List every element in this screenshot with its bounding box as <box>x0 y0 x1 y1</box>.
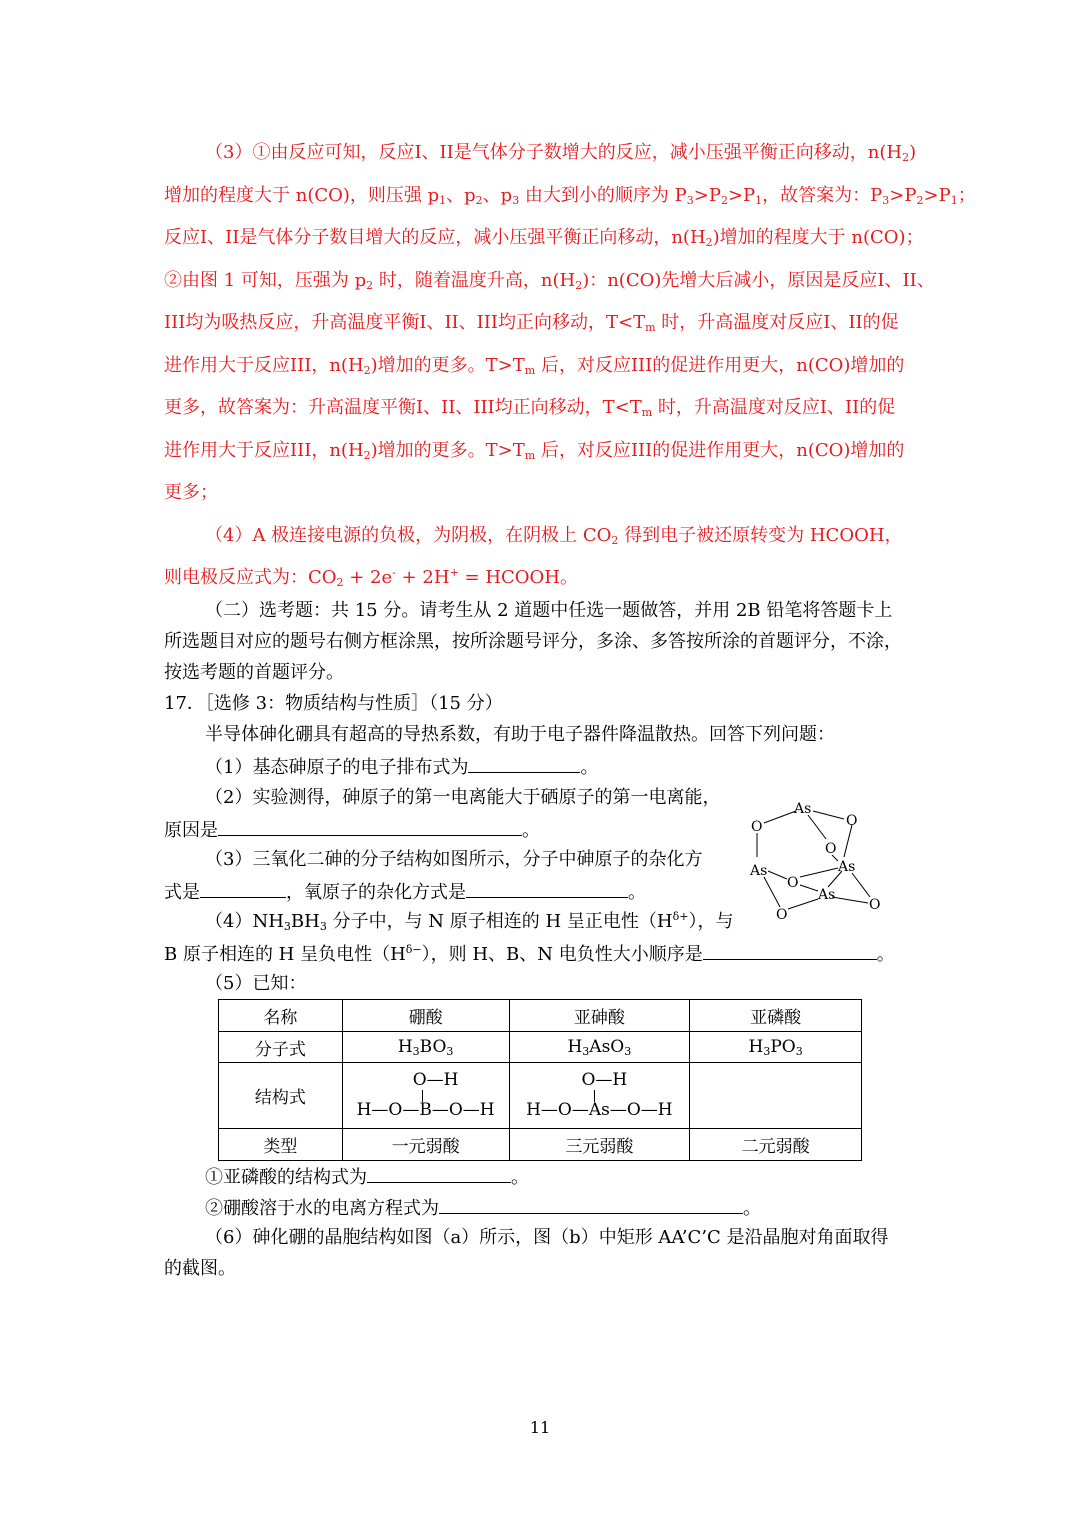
question-17-5-1: ①亚磷酸的结构式为 。 <box>205 1164 965 1190</box>
question-17-3-line-1: （3）三氧化二砷的分子结构如图所示，分子中砷原子的杂化方 <box>205 849 703 870</box>
answer-blank[interactable] <box>468 754 580 773</box>
as2o3-molecule-diagram <box>740 795 890 925</box>
answer-blank[interactable] <box>218 817 522 836</box>
table-row <box>219 1000 862 1032</box>
page-number: 11 <box>529 1418 551 1437</box>
arsenic-atom-label: As <box>750 863 768 879</box>
oxygen-atom-label: O <box>751 819 763 835</box>
table-row <box>219 1032 862 1063</box>
answer-3-line-8: 进作用大于反应III，$n(H_2)$增加的更多。$T>T_m$ 后，对反应III的促进作用更大，n(CO)增加的 <box>164 440 905 462</box>
structure-bottom: H—O—B—O—H <box>356 1099 495 1120</box>
acid-table <box>218 999 862 1161</box>
oxygen-atom-label: O <box>846 813 858 829</box>
table-cell: 结构式 <box>219 1063 343 1129</box>
answer-blank[interactable] <box>703 941 877 960</box>
formula-cell: $H_3PO_3$ <box>690 1032 862 1063</box>
structure-cell <box>342 1063 509 1129</box>
table-cell: 硼酸 <box>342 1000 509 1032</box>
answer-3-line-9: 更多； <box>164 482 218 503</box>
arsenic-atom-label: As <box>818 887 836 903</box>
answer-3-line-7: 更多，故答案为：升高温度平衡I、II、III均正向移动，$T<T_m$ 时，升高温度对反应I、II的促 <box>164 397 896 419</box>
answer-3-line-2: 增加的程度大于 n(CO)，则压强 $p_1$、$p_2$、$p_3$ 由大到小的顺序为 $P_3>P_2>P_1$，故答案为：$P_3>P_2>P_1$； <box>164 185 976 207</box>
empty-structure-cell[interactable] <box>690 1063 862 1129</box>
section-2-line-2: 所选题目对应的题号右侧方框涂黑，按所涂题号评分，多涂、多答按所涂的首题评分，不涂， <box>164 631 902 652</box>
table-cell: 亚磷酸 <box>690 1000 862 1032</box>
structure-bottom: H—O—As—O—H <box>526 1099 673 1120</box>
formula-cell: $H_3BO_3$ <box>342 1032 509 1063</box>
table-cell: 二元弱酸 <box>690 1129 862 1161</box>
question-17-6-line-1: （6）砷化硼的晶胞结构如图（a）所示，图（b）中矩形 AA’C’C 是沿晶胞对角面取得 <box>205 1227 889 1248</box>
table-cell: 类型 <box>219 1129 343 1161</box>
question-17-3-line-2: 式是 ，氧原子的杂化方式是 。 <box>164 879 924 905</box>
arsenic-atom-label: As <box>794 801 812 817</box>
table-row <box>219 1063 862 1129</box>
question-17-5-2: ②硼酸溶于水的电离方程式为 。 <box>205 1195 965 1221</box>
formula-cell: $H_3AsO_3$ <box>509 1032 690 1063</box>
structure-cell <box>509 1063 690 1129</box>
answer-4-line-2: 则电极反应式为：$CO_2 + 2e^- + 2H^+$ = HCOOH。 <box>164 566 579 589</box>
table-cell: 名称 <box>219 1000 343 1032</box>
question-17-2-line-2: 原因是 。 <box>164 817 924 843</box>
question-17-intro: 半导体砷化硼具有超高的导热系数，有助于电子器件降温散热。回答下列问题： <box>205 724 835 745</box>
question-17-title: 17．［选修 3：物质结构与性质］（15 分） <box>164 693 503 714</box>
answer-3-line-4: ②由图 1 可知，压强为 $p_2$ 时，随着温度升高，$n(H_2)$：n(CO)先增大后减小，原因是反应I、II、 <box>164 270 935 292</box>
answer-3-line-5: III均为吸热反应，升高温度平衡I、II、III均正向移动，$T<T_m$ 时，升高温度对反应I、II的促 <box>164 312 899 334</box>
table-row <box>219 1129 862 1161</box>
question-17-5: （5）已知： <box>205 973 307 994</box>
question-17-1: （1）基态砷原子的电子排布式为 。 <box>205 754 965 780</box>
oxygen-atom-label: O <box>776 907 788 923</box>
question-17-2-line-1: （2）实验测得，砷原子的第一电离能大于硒原子的第一电离能， <box>205 787 721 808</box>
answer-blank[interactable] <box>439 1195 743 1214</box>
oxygen-atom-label: O <box>869 897 881 913</box>
answer-blank[interactable] <box>367 1164 511 1183</box>
answer-3-line-3: 反应I、II是气体分子数目增大的反应，减小压强平衡正向移动，$n(H_2)$增加的程度大于 n(CO)； <box>164 227 924 249</box>
question-17-6-line-2: 的截图。 <box>164 1258 236 1279</box>
question-17-4-line-2: B 原子相连的 H 呈负电性$(H^{\delta-})$，则 H、B、N 电负性大小顺序是 。 <box>164 943 895 965</box>
answer-3-line-6: 进作用大于反应III，$n(H_2)$增加的更多。$T>T_m$ 后，对反应III的促进作用更大，n(CO)增加的 <box>164 355 905 377</box>
answer-3-line-1: （3）①由反应可知，反应I、II是气体分子数增大的反应，减小压强平衡正向移动，$n(H_2)$ <box>205 142 917 164</box>
section-2-line-3: 按选考题的首题评分。 <box>164 662 344 683</box>
table-cell: 一元弱酸 <box>342 1129 509 1161</box>
table-cell: 三元弱酸 <box>509 1129 690 1161</box>
oxygen-atom-label: O <box>825 841 837 857</box>
table-cell: 分子式 <box>219 1032 343 1063</box>
answer-4-line-1: （4）A 极连接电源的负极，为阴极，在阴极上 $CO_2$ 得到电子被还原转变为 HCOOH， <box>205 525 903 547</box>
answer-blank[interactable] <box>200 879 286 898</box>
structure-top: O—H <box>581 1069 628 1090</box>
arsenic-atom-label: As <box>838 859 856 875</box>
section-2-line-1: （二）选考题：共 15 分。请考生从 2 道题中任选一题做答，并用 2B 铅笔将答题卡上 <box>205 600 893 621</box>
structure-top: O—H <box>412 1069 459 1090</box>
oxygen-atom-label: O <box>787 875 799 891</box>
answer-blank[interactable] <box>466 879 628 898</box>
table-cell: 亚砷酸 <box>509 1000 690 1032</box>
question-17-4-line-1: $(4)NH_3BH_3$ 分子中，与 N 原子相连的 H 呈正电性$(H^{\delta+})$，与 <box>205 910 734 933</box>
